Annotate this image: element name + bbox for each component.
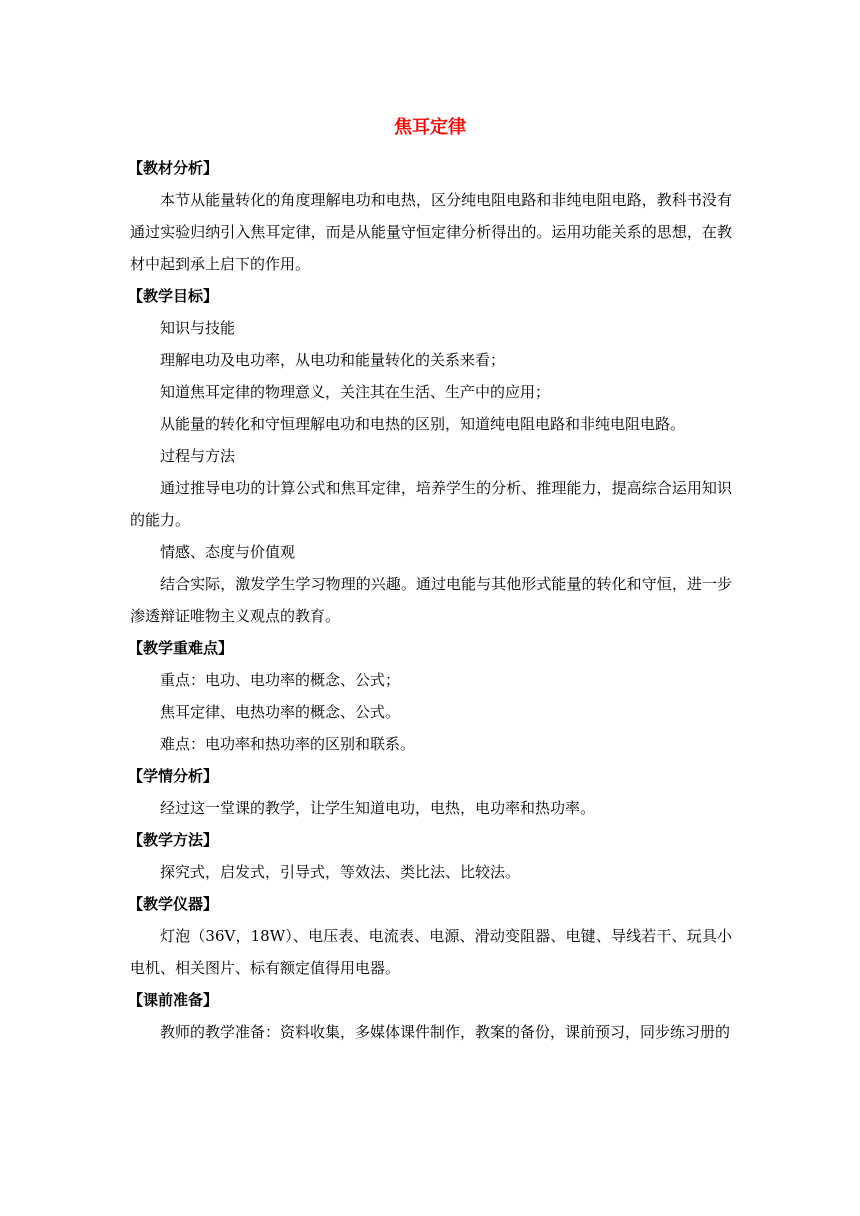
paragraph: 通过推导电功的计算公式和焦耳定律，培养学生的分析、推理能力，提高综合运用知识的能力。 bbox=[130, 479, 732, 529]
section-teaching-methods bbox=[130, 824, 732, 888]
section-teaching-equipment bbox=[130, 888, 732, 984]
subheading: 知识与技能 bbox=[160, 319, 236, 337]
section-heading: 【学情分析】 bbox=[128, 767, 219, 785]
section-heading: 【教材分析】 bbox=[128, 159, 219, 177]
section-student-analysis bbox=[130, 760, 732, 824]
paragraph: 灯泡（36V，18W）、电压表、电流表、电源、滑动变阻器、电键、导线若干、玩具小电机、相关图片、标有额定值得用电器。 bbox=[130, 927, 732, 977]
section-heading: 【课前准备】 bbox=[128, 991, 219, 1009]
paragraph: 理解电功及电功率，从电功和能量转化的关系来看； bbox=[160, 351, 506, 369]
paragraph: 知道焦耳定律的物理意义，关注其在生活、生产中的应用； bbox=[160, 383, 551, 401]
paragraph: 本节从能量转化的角度理解电功和电热，区分纯电阻电路和非纯电阻电路，教科书没有通过实验归纳引入焦耳定律，而是从能量守恒定律分析得出的。运用功能关系的思想，在教材中起到承上启下的作用。 bbox=[130, 191, 732, 273]
section-heading: 【教学目标】 bbox=[128, 287, 219, 305]
section-heading: 【教学仪器】 bbox=[128, 895, 219, 913]
section-heading: 【教学方法】 bbox=[128, 831, 219, 849]
paragraph: 经过这一堂课的教学，让学生知道电功，电热，电功率和热功率。 bbox=[160, 799, 596, 817]
section-textbook-analysis bbox=[130, 152, 732, 280]
subheading: 情感、态度与价值观 bbox=[160, 543, 296, 561]
subheading: 过程与方法 bbox=[160, 447, 236, 465]
page-title: 焦耳定律 bbox=[394, 117, 466, 138]
section-key-points bbox=[130, 632, 732, 760]
section-heading: 【教学重难点】 bbox=[128, 639, 234, 657]
section-teaching-goals bbox=[130, 280, 732, 632]
paragraph: 重点：电功、电功率的概念、公式； bbox=[160, 671, 401, 689]
section-preparation bbox=[130, 984, 732, 1048]
document-body bbox=[130, 152, 732, 1048]
paragraph: 探究式，启发式，引导式，等效法、类比法、比较法。 bbox=[160, 863, 521, 881]
paragraph: 焦耳定律、电热功率的概念、公式。 bbox=[160, 703, 401, 721]
paragraph: 难点：电功率和热功率的区别和联系。 bbox=[160, 735, 416, 753]
paragraph: 从能量的转化和守恒理解电功和电热的区别，知道纯电阻电路和非纯电阻电路。 bbox=[160, 415, 686, 433]
paragraph: 教师的教学准备：资料收集，多媒体课件制作，教案的备份，课前预习，同步练习册的 bbox=[160, 1023, 731, 1041]
paragraph: 结合实际，激发学生学习物理的兴趣。通过电能与其他形式能量的转化和守恒，进一步渗透辩证唯物主义观点的教育。 bbox=[130, 575, 732, 625]
